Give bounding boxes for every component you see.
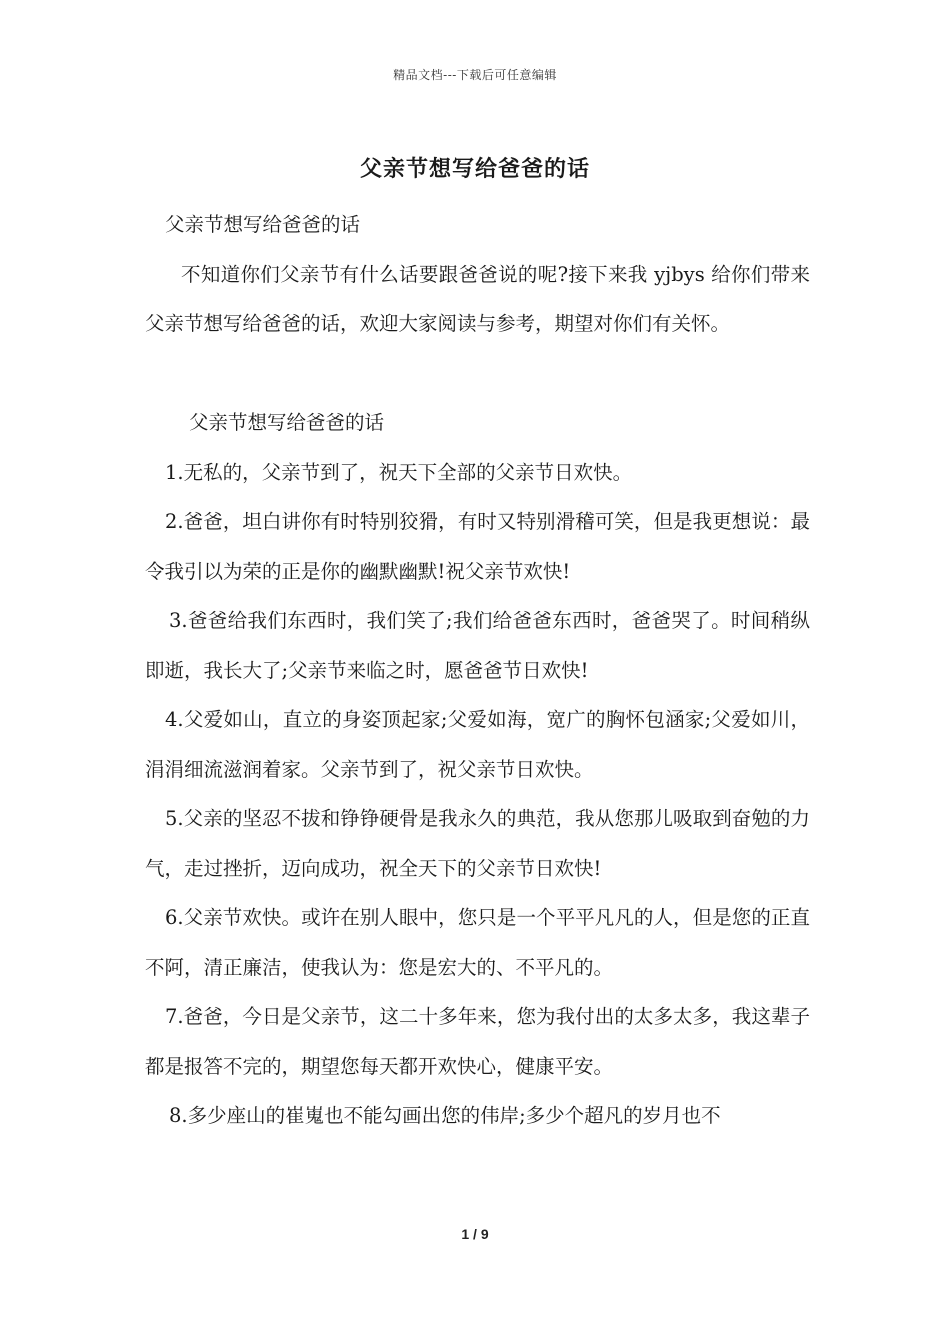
- document-title: 父亲节想写给爸爸的话: [359, 156, 590, 182]
- list-item-1: 1.无私的，父亲节到了，祝天下全部的父亲节日欢快。: [165, 460, 633, 484]
- header-note: 精品文档---下载后可任意编辑: [393, 68, 557, 82]
- list-item-4: 4.父爱如山，直立的身姿顶起家;父爱如海，宽广的胸怀包涵家;父爱如川，涓涓细流滋润着家。父亲节到了，祝父亲节日欢快。: [145, 708, 810, 781]
- document-subtitle: 父亲节想写给爸爸的话: [165, 213, 361, 236]
- blank-line: [145, 349, 810, 399]
- intro-paragraph: 不知道你们父亲节有什么话要跟爸爸说的呢?接下来我 yjbys 给你们带来父亲节想写给爸爸的话，欢迎大家阅读与参考，期望对你们有关怀。: [145, 262, 810, 335]
- list-item-7: 7.爸爸，今日是父亲节，这二十多年来，您为我付出的太多太多，我这辈子都是报答不完的，期望您每天都开欢快心，健康平安。: [145, 1005, 810, 1078]
- list-item-8: 8.多少座山的崔嵬也不能勾画出您的伟岸;多少个超凡的岁月也不: [169, 1104, 721, 1127]
- list-item-6: 6.父亲节欢快。或许在别人眼中，您只是一个平平凡凡的人，但是您的正直不阿，清正廉洁，使我认为：您是宏大的、不平凡的。: [145, 906, 810, 979]
- document-body: [145, 200, 810, 1141]
- list-item-3: 3.爸爸给我们东西时，我们笑了;我们给爸爸东西时，爸爸哭了。时间稍纵即逝，我长大了;父亲节来临之时，愿爸爸节日欢快!: [145, 609, 810, 682]
- page-indicator: 1 / 9: [461, 1226, 489, 1242]
- list-item-2: 2.爸爸，坦白讲你有时特别狡猾，有时又特别滑稽可笑，但是我更想说：最令我引以为荣的正是你的幽默幽默!祝父亲节欢快!: [145, 510, 810, 583]
- list-item-5: 5.父亲的坚忍不拔和铮铮硬骨是我永久的典范，我从您那儿吸取到奋勉的力气，走过挫折，迈向成功，祝全天下的父亲节日欢快!: [145, 807, 810, 880]
- section-heading: 父亲节想写给爸爸的话: [189, 411, 385, 434]
